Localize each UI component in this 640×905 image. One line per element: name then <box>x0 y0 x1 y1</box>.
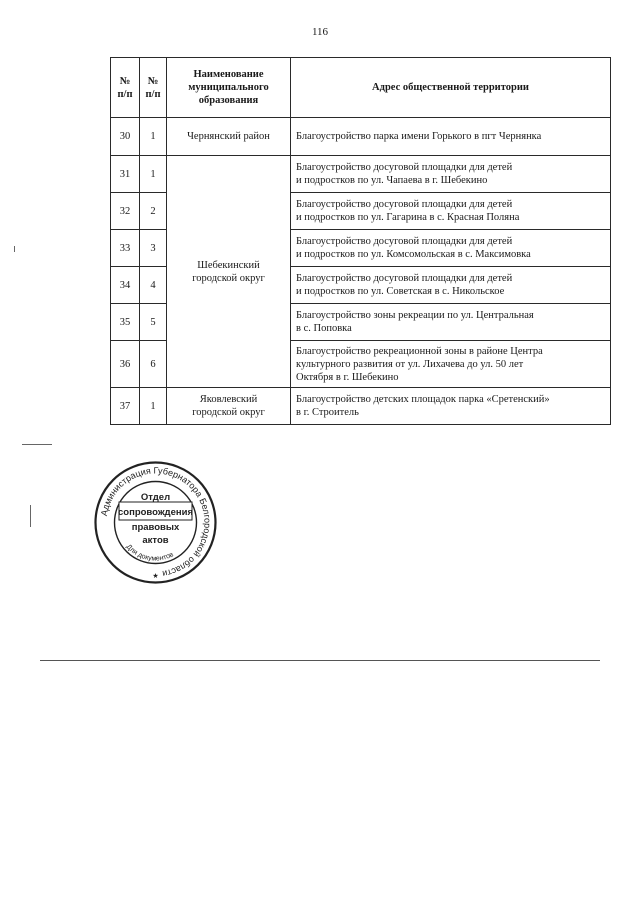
row-num1: 36 <box>111 341 140 388</box>
row-address: Благоустройство досуговой площадки для детей и подростков по ул. Советская в с. Никольское <box>291 267 611 304</box>
row-address: Благоустройство досуговой площадки для детей и подростков по ул. Комсомольская в с. Максимовка <box>291 230 611 267</box>
row-address: Благоустройство досуговой площадки для детей и подростков по ул. Гагарина в с. Красная Поляна <box>291 193 611 230</box>
row-address: Благоустройство рекреационной зоны в районе Центра культурного развития от ул. Лихачева до ул. 50 лет Октября в г. Шебекино <box>291 341 611 388</box>
row-address: Благоустройство парка имени Горького в пгт Чернянка <box>291 118 611 156</box>
row-num2: 5 <box>140 304 167 341</box>
row-num1: 35 <box>111 304 140 341</box>
row-num2: 1 <box>140 156 167 193</box>
table-row <box>111 388 611 425</box>
page-number: 116 <box>311 26 329 38</box>
row-num1: 33 <box>111 230 140 267</box>
row-num2: 4 <box>140 267 167 304</box>
row-num2: 3 <box>140 230 167 267</box>
header-num1: № п/п <box>111 58 140 118</box>
scan-mark <box>30 505 31 527</box>
row-num2: 1 <box>140 388 167 425</box>
header-municipality: Наименование муниципального образования <box>167 58 291 118</box>
merged-municipality-cell: Шебекинский городской округ <box>167 156 291 388</box>
seal-line-3: правовых <box>131 522 180 533</box>
scan-mark <box>40 660 600 661</box>
row-num2: 6 <box>140 341 167 388</box>
header-num2: № п/п <box>140 58 167 118</box>
table-header-row <box>111 58 611 118</box>
seal-line-2: сопровождения <box>118 507 193 518</box>
row-address: Благоустройство детских площадок парка «Сретенский» в г. Строитель <box>291 388 611 425</box>
row-address: Благоустройство досуговой площадки для детей и подростков по ул. Чапаева в г. Шебекино <box>291 156 611 193</box>
row-num1: 37 <box>111 388 140 425</box>
star-icon: ★ <box>152 572 159 580</box>
seal-line-1: Отдел <box>140 492 171 503</box>
territories-table <box>110 57 611 425</box>
official-seal <box>93 460 218 585</box>
table-row <box>111 156 611 193</box>
row-municipality: Чернянский район <box>167 118 291 156</box>
row-address: Благоустройство зоны рекреации по ул. Центральная в с. Поповка <box>291 304 611 341</box>
row-num1: 31 <box>111 156 140 193</box>
row-num2: 1 <box>140 118 167 156</box>
seal-bottom-text: Для документов <box>124 543 175 563</box>
scan-mark <box>22 444 52 445</box>
row-num1: 30 <box>111 118 140 156</box>
header-address: Адрес общественной территории <box>291 58 611 118</box>
seal-line-4: актов <box>142 535 169 546</box>
row-municipality: Яковлевский городской округ <box>167 388 291 425</box>
row-num1: 32 <box>111 193 140 230</box>
seal-ring-text: Администрация Губернатора Белгородской области <box>98 465 213 580</box>
scan-mark <box>14 246 15 252</box>
row-num1: 34 <box>111 267 140 304</box>
row-num2: 2 <box>140 193 167 230</box>
table-row <box>111 118 611 156</box>
